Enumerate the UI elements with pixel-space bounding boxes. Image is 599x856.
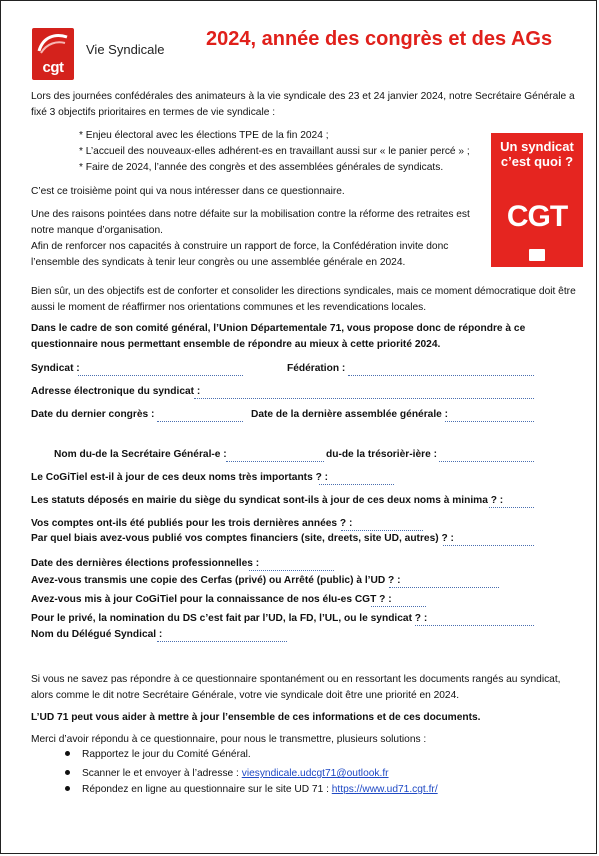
- label-biais: Par quel biais avez-vous publié vos comptes financiers (site, dreets, site UD, autres) ? :: [31, 533, 454, 544]
- delegue-field[interactable]: [157, 641, 287, 642]
- label-cogitiel: Le CoGiTiel est-il à jour de ces deux noms très importants ? :: [31, 472, 329, 483]
- biais-field[interactable]: [443, 545, 534, 546]
- list-item-text: Répondez en ligne au questionnaire sur le site UD 71 :: [82, 784, 329, 795]
- closing-paragraph: Si vous ne savez pas répondre à ce questionnaire spontanément ou en ressortant les documents rangés au syndicat, alors comme le dit notre Secrétaire Générale, votre vie syndicale doit être une priorité en 2024.: [31, 674, 561, 701]
- logo-text: cgt: [42, 59, 64, 76]
- label-date-congres: Date du dernier congrès :: [31, 409, 155, 420]
- logo-subtitle: Vie Syndicale: [86, 42, 165, 57]
- label-elus: Avez-vous mis à jour CoGiTiel pour la connaissance de nos élu-es CGT ? :: [31, 594, 392, 605]
- federation-field[interactable]: [348, 375, 534, 376]
- closing-paragraph: Merci d’avoir répondu à ce questionnaire, pour nous le transmettre, plusieurs solutions :: [31, 734, 427, 745]
- paragraph: Une des raisons pointées dans notre défaite sur la mobilisation contre la réforme des retraites est notre manque d’organisation.: [31, 209, 470, 236]
- objective-item: * Faire de 2024, l’année des congrès et des assemblées générales de syndicats.: [79, 162, 444, 173]
- label-syndicat: Syndicat :: [31, 363, 80, 374]
- objective-item: * L’accueil des nouveaux-elles adhérent-es en travaillant aussi sur « le panier percé » ;: [79, 146, 470, 157]
- label-date-ag: Date de la dernière assemblée générale :: [251, 409, 449, 420]
- cogitiel-field[interactable]: [319, 484, 394, 485]
- email-link[interactable]: viesyndicale.udcgt71@outlook.fr: [241, 768, 389, 779]
- website-link[interactable]: https://www.ud71.cgt.fr/: [331, 784, 438, 795]
- label-nom-tresorier: du-de la trésorièr-ière :: [326, 449, 437, 460]
- paragraph: Afin de renforcer nos capacités à construire un rapport de force, la Confédération invite donc l’ensemble des syndicats à tenir leur congrès ou une assemblée générale en 2024.: [31, 241, 449, 268]
- bullet-icon: [65, 751, 70, 756]
- nom-tresorier-field[interactable]: [439, 461, 534, 462]
- label-email: Adresse électronique du syndicat :: [31, 386, 201, 397]
- label-federation: Fédération :: [287, 363, 346, 374]
- list-item: [65, 766, 389, 782]
- date-congres-field[interactable]: [157, 421, 243, 422]
- elus-field[interactable]: [371, 606, 426, 607]
- syndicat-field[interactable]: [78, 375, 243, 376]
- cgt-poster-image: [491, 133, 583, 267]
- list-item-text: Rapportez le jour du Comité Général.: [82, 749, 251, 760]
- label-nom-sg: Nom du-de la Secrétaire Général-e :: [54, 449, 227, 460]
- label-delegue: Nom du Délégué Syndical :: [31, 629, 163, 640]
- list-item: [65, 747, 251, 763]
- poster-logo-icon: [529, 249, 545, 261]
- label-comptes: Vos comptes ont-ils été publiés pour les trois dernières années ? :: [31, 518, 353, 529]
- list-item: [65, 782, 438, 798]
- poster-question: Un syndicat c’est quoi ?: [500, 139, 574, 169]
- page-title: 2024, année des congrès et des AGs: [206, 28, 553, 50]
- nom-sg-field[interactable]: [226, 461, 324, 462]
- objective-item: * Enjeu électoral avec les élections TPE de la fin 2024 ;: [79, 130, 329, 141]
- bullet-icon: [65, 786, 70, 791]
- paragraph: Bien sûr, un des objectifs est de conforter et consolider les directions syndicales, mais ce moment démocratique doit être aussi le moment de réaffirmer nos orientations communes et les revendications locales.: [31, 286, 576, 313]
- label-nomination: Pour le privé, la nomination du DS c’est fait par l’UD, la FD, l’UL, ou le syndicat ? :: [31, 613, 428, 624]
- closing-paragraph-bold: L’UD 71 peut vous aider à mettre à jour l’ensemble de ces informations et de ces documents.: [31, 712, 481, 723]
- email-field[interactable]: [194, 398, 534, 399]
- date-ag-field[interactable]: [445, 421, 534, 422]
- statuts-field[interactable]: [489, 507, 534, 508]
- poster-brand: CGT: [506, 200, 568, 233]
- cgt-logo: [32, 28, 74, 80]
- intro-paragraph: Lors des journées confédérales des animateurs à la vie syndicale des 23 et 24 janvier 2024, notre Secrétaire Générale a fixé 3 objectifs prioritaires en termes de vie syndicale :: [31, 91, 575, 118]
- label-statuts: Les statuts déposés en mairie du siège du syndicat sont-ils à jour de ces deux noms à minima ? :: [31, 495, 504, 506]
- cerfas-field[interactable]: [389, 587, 499, 588]
- list-item-text: Scanner le et envoyer à l’adresse :: [82, 768, 239, 779]
- paragraph-bold: Dans le cadre de son comité général, l’Union Départementale 71, vous propose donc de répondre à ce questionnaire nous permettant ensemble de répondre au mieux à cette priorité 2024.: [31, 323, 526, 350]
- bullet-icon: [65, 770, 70, 775]
- elections-field[interactable]: [249, 570, 334, 571]
- nomination-field[interactable]: [415, 625, 534, 626]
- label-cerfas: Avez-vous transmis une copie des Cerfas (privé) ou Arrêté (public) à l’UD ? :: [31, 575, 401, 586]
- paragraph: C’est ce troisième point qui va nous intéresser dans ce questionnaire.: [31, 186, 345, 197]
- swirl-icon: [35, 31, 71, 55]
- label-elections: Date des dernières élections professionnelles :: [31, 558, 260, 569]
- comptes-field[interactable]: [341, 530, 423, 531]
